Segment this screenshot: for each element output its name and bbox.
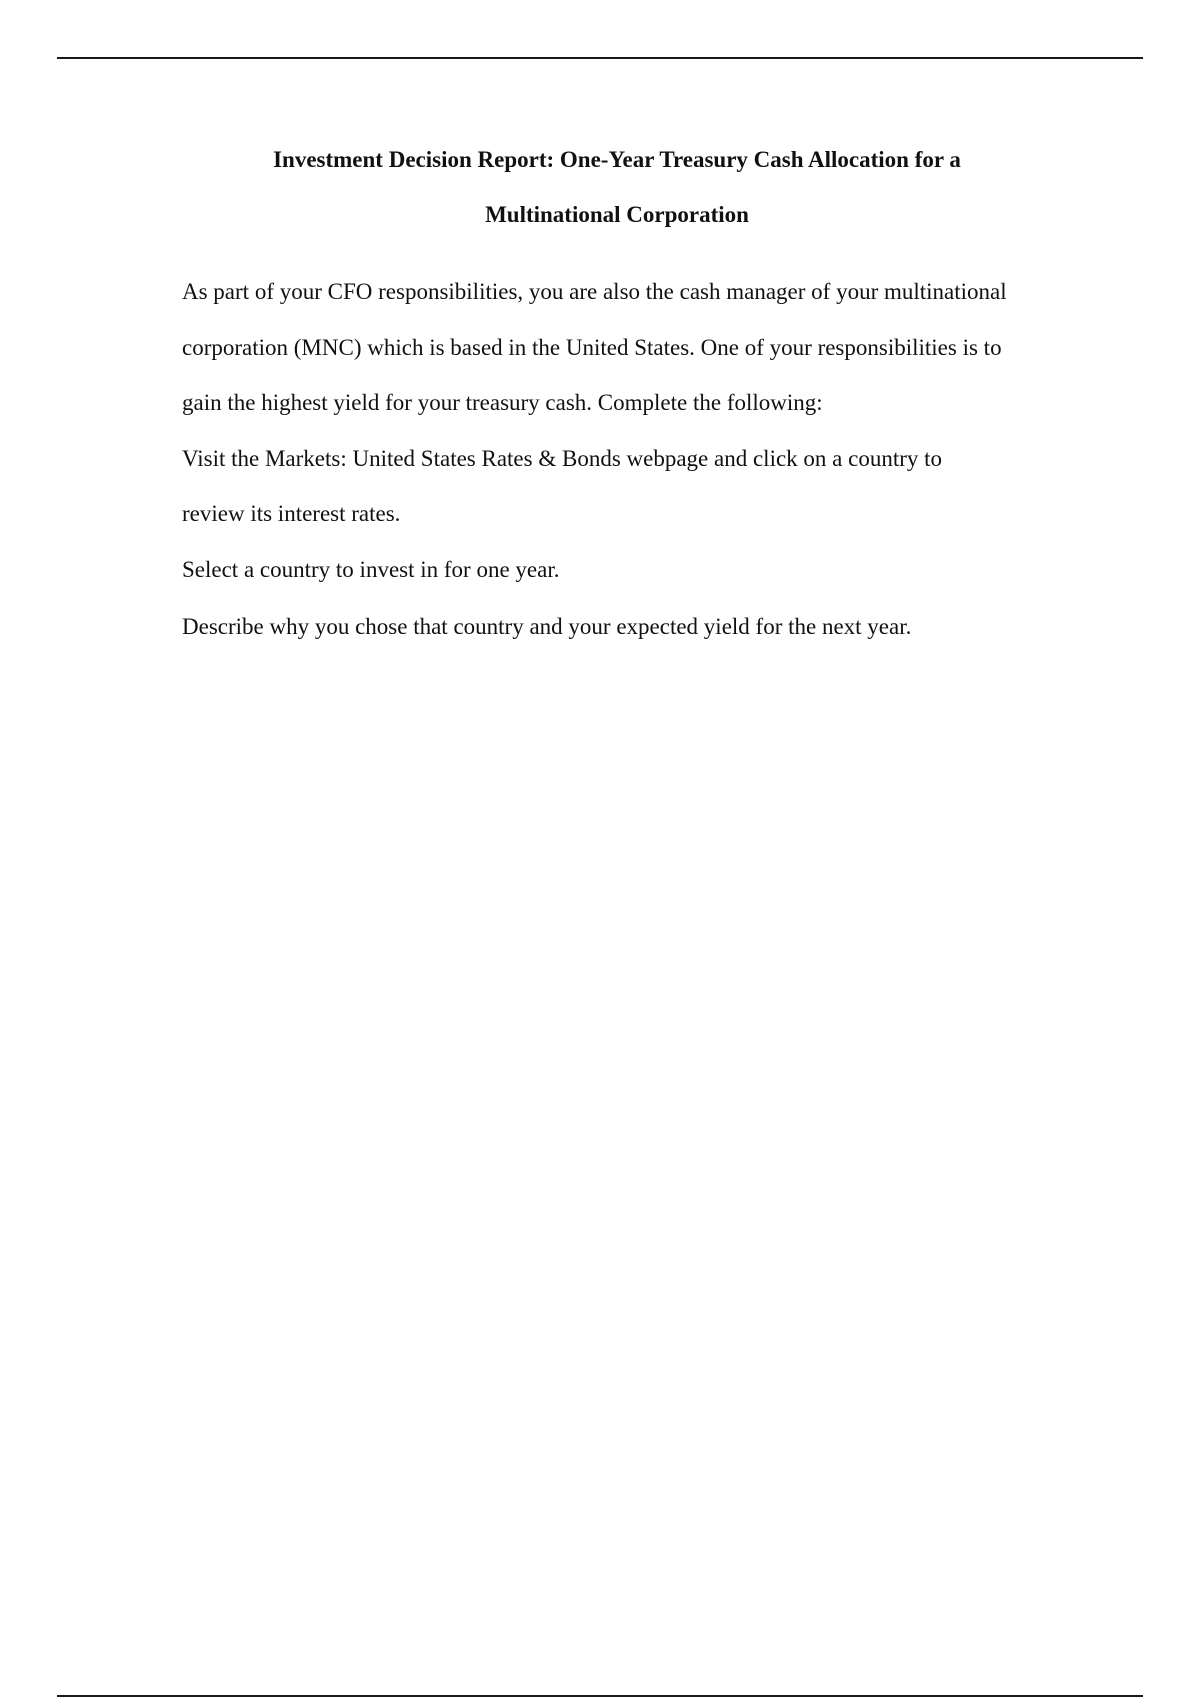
instruction-describe-choice: Describe why you chose that country and your expected yield for the next year.	[182, 614, 912, 639]
header-rule	[57, 57, 1143, 59]
instruction-select-country: Select a country to invest in for one year.	[182, 557, 560, 582]
footer-rule	[57, 1695, 1143, 1697]
instruction-visit-markets-cont: review its interest rates.	[182, 501, 401, 526]
document-title-line-1: Investment Decision Report: One-Year Treasury Cash Allocation for a	[273, 147, 961, 172]
body-text-line: gain the highest yield for your treasury cash. Complete the following:	[182, 390, 823, 415]
instruction-visit-markets: Visit the Markets: United States Rates & Bonds webpage and click on a country to	[182, 446, 943, 471]
document-title-line-2: Multinational Corporation	[485, 202, 749, 227]
body-text-line: As part of your CFO responsibilities, you are also the cash manager of your multinational	[182, 279, 1007, 304]
body-text-line: corporation (MNC) which is based in the United States. One of your responsibilities is to	[182, 335, 1002, 360]
